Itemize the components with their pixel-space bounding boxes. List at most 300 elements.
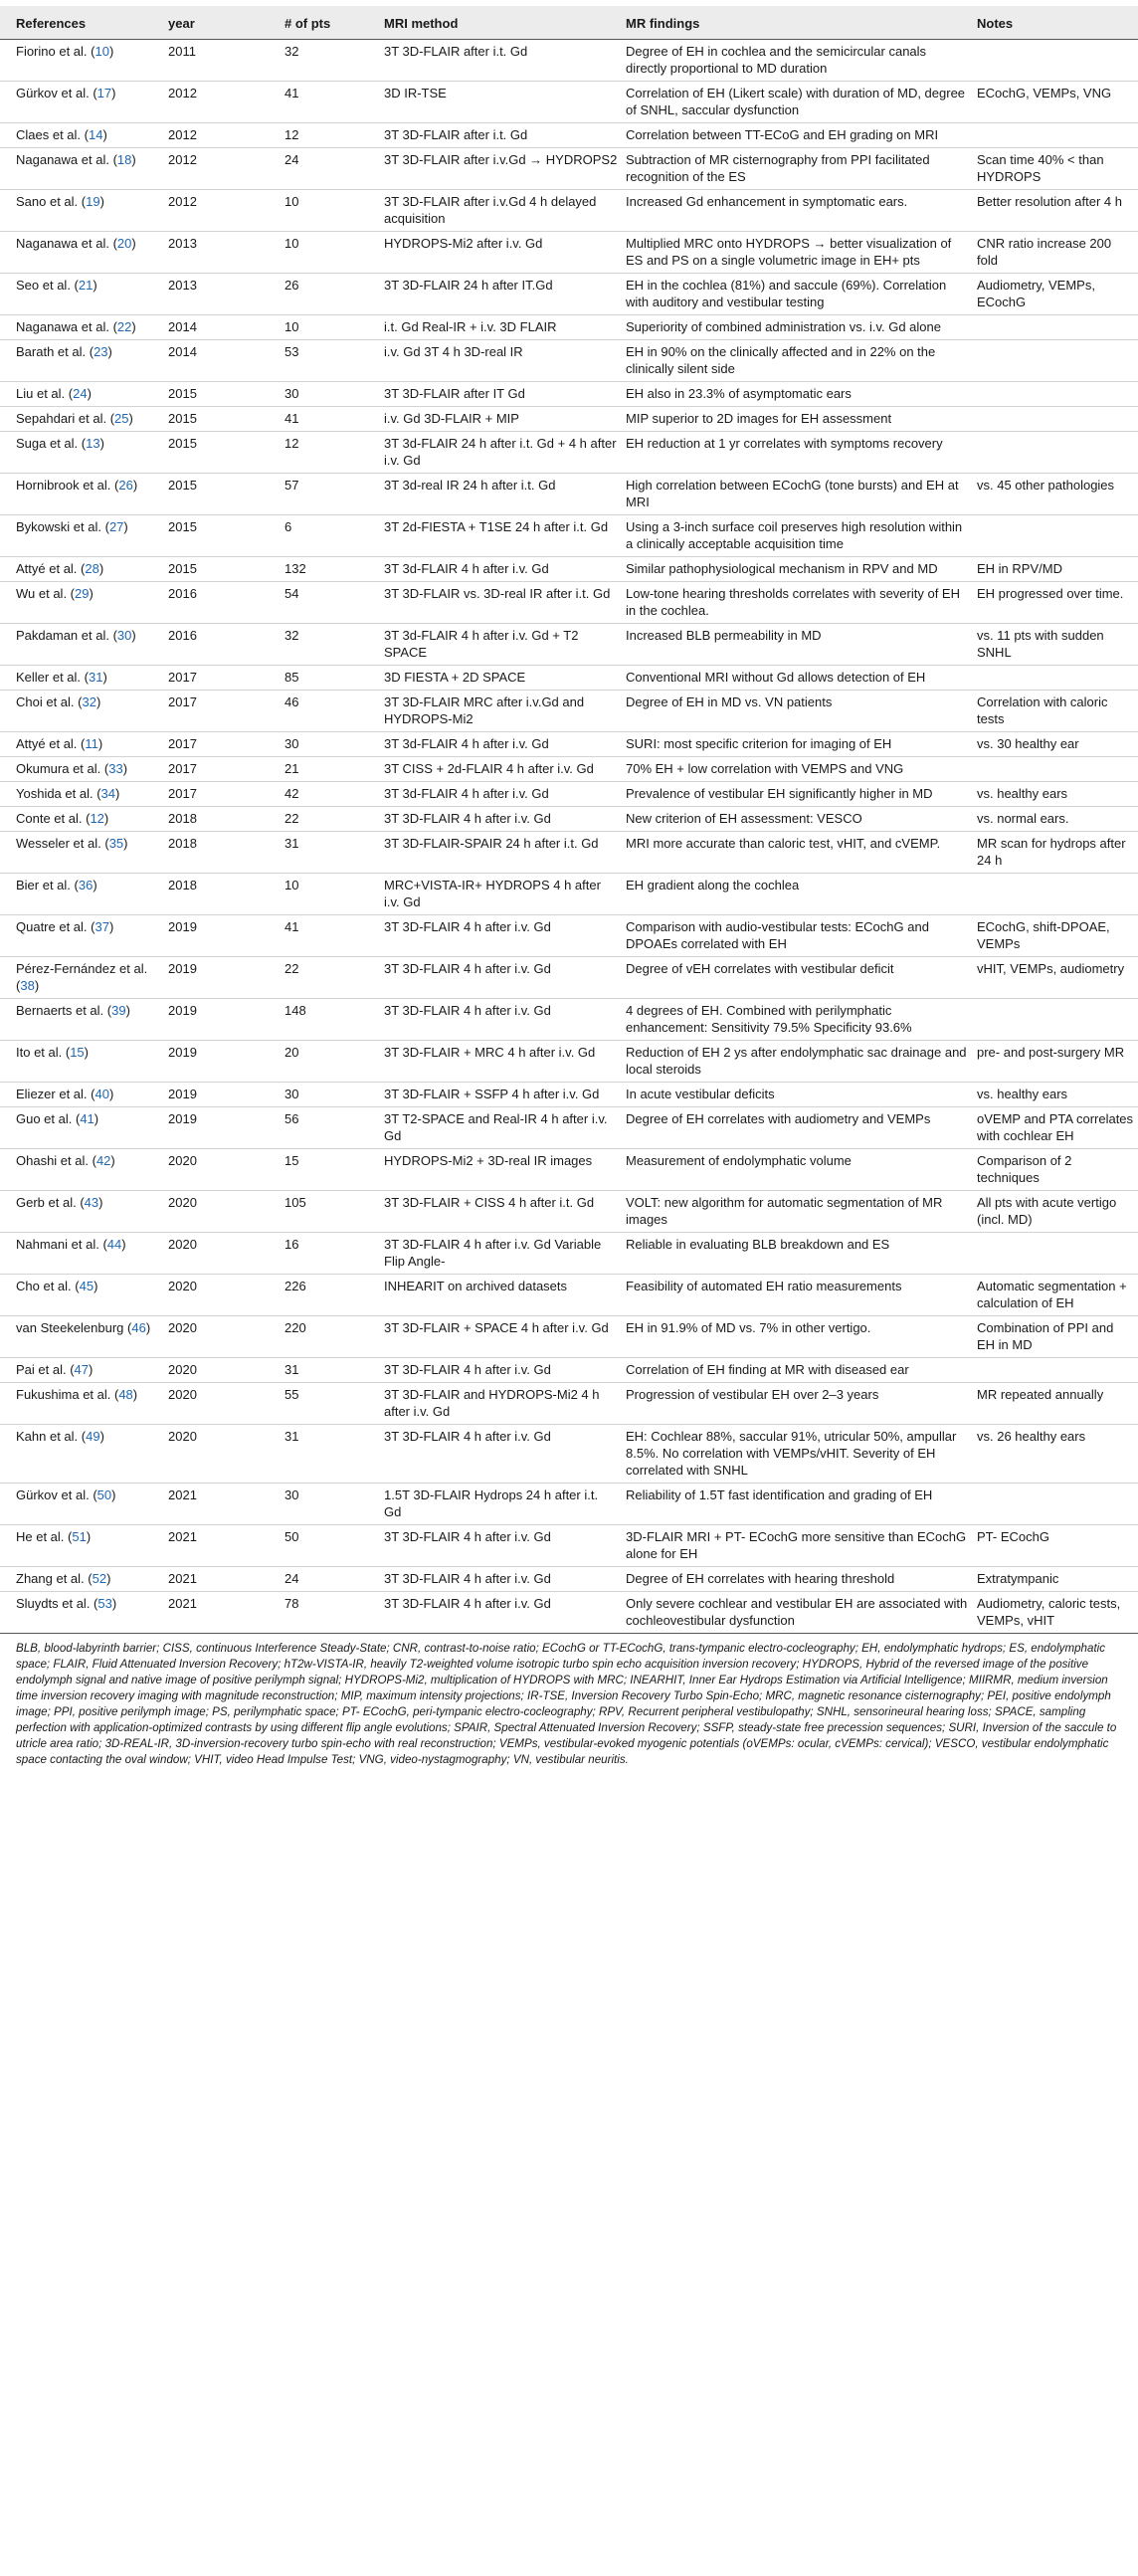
- table-row: [0, 832, 1138, 874]
- year-cell: 2016: [168, 628, 197, 643]
- notes-cell: ECochG, VEMPs, VNG: [977, 86, 1112, 100]
- notes-cell: Extratympanic: [977, 1571, 1059, 1586]
- notes-cell: [973, 123, 1138, 148]
- notes-cell: ECochG, shift-DPOAE, VEMPs: [977, 919, 1110, 951]
- patients-count-cell: 30: [284, 386, 299, 401]
- table-row: [0, 732, 1138, 757]
- reference-cell: Okumura et al. (33): [16, 761, 128, 776]
- reference-citation-link[interactable]: 23: [94, 344, 108, 359]
- reference-cell: He et al. (51): [16, 1529, 92, 1544]
- reference-citation-link[interactable]: 29: [75, 586, 90, 601]
- mri-method-cell: 3T 3D-FLAIR + MRC 4 h after i.v. Gd: [384, 1045, 596, 1060]
- reference-cell: Choi et al. (32): [16, 694, 101, 709]
- table-row: [0, 807, 1138, 832]
- patients-count-cell: 54: [284, 586, 299, 601]
- mri-method-cell: 3T 3D-FLAIR 4 h after i.v. Gd: [384, 1571, 551, 1586]
- patients-count-cell: 6: [284, 519, 292, 534]
- mri-method-cell: 3T 3D-FLAIR after i.t. Gd: [384, 127, 528, 142]
- mri-method-cell: 3T 3D-FLAIR 4 h after i.v. Gd: [384, 919, 551, 934]
- table-row: [0, 274, 1138, 315]
- table-row: [0, 315, 1138, 340]
- mr-findings-cell: 3D-FLAIR MRI + PT- ECochG more sensitive than ECochG alone for EH: [626, 1529, 967, 1561]
- reference-author: Barath et al.: [16, 344, 87, 359]
- patients-count-cell: 220: [284, 1320, 306, 1335]
- reference-author: Sluydts et al.: [16, 1596, 91, 1611]
- mr-findings-cell: Only severe cochlear and vestibular EH are associated with cochleovestibular dysfunction: [626, 1596, 968, 1628]
- reference-author: Gerb et al.: [16, 1195, 77, 1210]
- reference-citation-link[interactable]: 17: [96, 86, 112, 100]
- table-row: [0, 40, 1138, 82]
- reference-citation-link[interactable]: 28: [85, 561, 99, 576]
- table-row: [0, 957, 1138, 999]
- year-cell: 2015: [168, 436, 197, 451]
- year-cell: 2021: [168, 1487, 197, 1502]
- reference-citation-link[interactable]: 39: [111, 1003, 126, 1018]
- reference-citation-link[interactable]: 21: [78, 278, 94, 293]
- patients-count-cell: 30: [284, 1487, 299, 1502]
- year-cell: 2019: [168, 1087, 197, 1101]
- mr-findings-cell: Reliability of 1.5T fast identification and grading of EH: [626, 1487, 933, 1502]
- mri-method-cell: 3T 3d-FLAIR 4 h after i.v. Gd: [384, 736, 549, 751]
- year-cell: 2012: [168, 194, 197, 209]
- mr-findings-cell: Degree of vEH correlates with vestibular deficit: [626, 961, 894, 976]
- notes-cell: vs. healthy ears: [977, 786, 1068, 801]
- patients-count-cell: 20: [284, 1045, 299, 1060]
- reference-citation-link[interactable]: 26: [118, 478, 133, 493]
- patients-count-cell: 31: [284, 1362, 299, 1377]
- mri-method-cell: 3T 3D-FLAIR 4 h after i.v. Gd: [384, 1529, 551, 1544]
- mri-method-cell: 3T 3D-FLAIR 4 h after i.v. Gd: [384, 811, 551, 826]
- notes-cell: Automatic segmentation + calculation of EH: [977, 1279, 1127, 1310]
- mri-method-cell: 3T 3D-FLAIR 4 h after i.v. Gd: [384, 1362, 551, 1377]
- year-cell: 2020: [168, 1153, 197, 1168]
- mr-findings-cell: SURI: most specific criterion for imaging of EH: [626, 736, 892, 751]
- mr-findings-cell: Correlation between TT-ECoG and EH grading on MRI: [626, 127, 939, 142]
- table-row: [0, 407, 1138, 432]
- reference-cell: Wu et al. (29): [16, 586, 94, 601]
- reference-citation-link[interactable]: 48: [118, 1387, 133, 1402]
- year-cell: 2020: [168, 1195, 197, 1210]
- reference-author: Bykowski et al.: [16, 519, 101, 534]
- mri-method-cell: 3T 3d-FLAIR 4 h after i.v. Gd: [384, 786, 549, 801]
- mri-method-cell: 3T 3D-FLAIR after IT Gd: [384, 386, 525, 401]
- mr-findings-cell: Similar pathophysiological mechanism in RPV and MD: [626, 561, 938, 576]
- patients-count-cell: 32: [284, 628, 299, 643]
- reference-citation-link[interactable]: 47: [74, 1362, 90, 1377]
- table-row: [0, 1041, 1138, 1083]
- notes-cell: MR repeated annually: [977, 1387, 1104, 1402]
- notes-cell: pre- and post-surgery MR: [977, 1045, 1125, 1060]
- reference-citation-link[interactable]: 36: [78, 878, 94, 892]
- year-cell: 2015: [168, 519, 197, 534]
- notes-cell: [973, 407, 1138, 432]
- mr-findings-cell: Correlation of EH finding at MR with diseased ear: [626, 1362, 909, 1377]
- reference-citation-link[interactable]: 44: [106, 1237, 122, 1252]
- reference-citation-link[interactable]: 40: [95, 1087, 109, 1101]
- mr-findings-cell: MIP superior to 2D images for EH assessment: [626, 411, 892, 426]
- reference-citation-link[interactable]: 43: [84, 1195, 99, 1210]
- reference-author: Pai et al.: [16, 1362, 67, 1377]
- patients-count-cell: 16: [284, 1237, 299, 1252]
- reference-author: Conte et al.: [16, 811, 83, 826]
- notes-cell: vs. 11 pts with sudden SNHL: [977, 628, 1104, 660]
- mr-findings-cell: Feasibility of automated EH ratio measurements: [626, 1279, 902, 1293]
- reference-citation-link[interactable]: 41: [80, 1111, 95, 1126]
- notes-cell: [973, 315, 1138, 340]
- header-mri-method: MRI method: [380, 6, 622, 40]
- notes-cell: [973, 874, 1138, 915]
- mr-findings-cell: High correlation between ECochG (tone bursts) and EH at MRI: [626, 478, 959, 509]
- reference-author: Sano et al.: [16, 194, 79, 209]
- mri-method-cell: 3D FIESTA + 2D SPACE: [384, 670, 526, 685]
- mr-findings-cell: 4 degrees of EH. Combined with perilymphatic enhancement: Sensitivity 79.5% Specificity 93.6%: [626, 1003, 912, 1035]
- reference-author: Naganawa et al.: [16, 236, 109, 251]
- patients-count-cell: 26: [284, 278, 299, 293]
- patients-count-cell: 57: [284, 478, 299, 493]
- patients-count-cell: 85: [284, 670, 299, 685]
- year-cell: 2013: [168, 278, 197, 293]
- patients-count-cell: 32: [284, 44, 299, 59]
- reference-author: Sepahdari et al.: [16, 411, 107, 426]
- reference-cell: Sepahdari et al. (25): [16, 411, 133, 426]
- reference-author: Naganawa et al.: [16, 319, 109, 334]
- table-row: [0, 757, 1138, 782]
- notes-cell: EH progressed over time.: [977, 586, 1124, 601]
- mri-method-cell: i.v. Gd 3D-FLAIR + MIP: [384, 411, 519, 426]
- mr-findings-cell: Degree of EH correlates with audiometry and VEMPs: [626, 1111, 931, 1126]
- reference-author: Hornibrook et al.: [16, 478, 111, 493]
- table-row: [0, 1191, 1138, 1233]
- patients-count-cell: 105: [284, 1195, 306, 1210]
- table-row: [0, 1383, 1138, 1425]
- mr-findings-cell: Conventional MRI without Gd allows detection of EH: [626, 670, 926, 685]
- reference-citation-link[interactable]: 45: [79, 1279, 95, 1293]
- reference-citation-link[interactable]: 37: [95, 919, 109, 934]
- table-row: [0, 432, 1138, 474]
- patients-count-cell: 24: [284, 152, 299, 167]
- reference-author: Fukushima et al.: [16, 1387, 111, 1402]
- patients-count-cell: 31: [284, 836, 299, 851]
- reference-cell: van Steekelenburg (46): [16, 1320, 151, 1335]
- patients-count-cell: 22: [284, 961, 299, 976]
- mri-method-cell: HYDROPS-Mi2 after i.v. Gd: [384, 236, 543, 251]
- patients-count-cell: 22: [284, 811, 299, 826]
- table-row: [0, 382, 1138, 407]
- reference-citation-link[interactable]: 33: [108, 761, 123, 776]
- year-cell: 2017: [168, 761, 197, 776]
- patients-count-cell: 15: [284, 1153, 299, 1168]
- patients-count-cell: 46: [284, 694, 299, 709]
- table-row: [0, 190, 1138, 232]
- header-pts: # of pts: [281, 6, 380, 40]
- reference-citation-link[interactable]: 19: [86, 194, 100, 209]
- mr-findings-cell: Comparison with audio-vestibular tests: ECochG and DPOAEs correlated with EH: [626, 919, 929, 951]
- mri-method-cell: 3T 3D-FLAIR 4 h after i.v. Gd Variable Flip Angle-: [384, 1237, 602, 1269]
- table-row: [0, 624, 1138, 666]
- year-cell: 2015: [168, 411, 197, 426]
- mri-method-cell: 3T CISS + 2d-FLAIR 4 h after i.v. Gd: [384, 761, 594, 776]
- table-body: [0, 40, 1138, 1634]
- reference-author: Quatre et al.: [16, 919, 88, 934]
- reference-cell: Claes et al. (14): [16, 127, 107, 142]
- mr-findings-cell: Progression of vestibular EH over 2–3 years: [626, 1387, 879, 1402]
- notes-cell: Scan time 40% < than HYDROPS: [977, 152, 1104, 184]
- header-year: year: [164, 6, 281, 40]
- year-cell: 2020: [168, 1237, 197, 1252]
- table-row: [0, 691, 1138, 732]
- reference-citation-link[interactable]: 31: [89, 670, 103, 685]
- patients-count-cell: 24: [284, 1571, 299, 1586]
- mr-findings-cell: EH in the cochlea (81%) and saccule (69%). Correlation with auditory and vestibular testing: [626, 278, 947, 309]
- reference-citation-link[interactable]: 49: [86, 1429, 100, 1444]
- notes-cell: [973, 432, 1138, 474]
- reference-citation-link[interactable]: 38: [20, 978, 35, 993]
- reference-citation-link[interactable]: 30: [116, 628, 132, 643]
- reference-citation-link[interactable]: 32: [82, 694, 96, 709]
- reference-citation-link[interactable]: 51: [72, 1529, 87, 1544]
- mr-findings-cell: EH reduction at 1 yr correlates with symptoms recovery: [626, 436, 943, 451]
- table-row: [0, 874, 1138, 915]
- mr-findings-cell: MRI more accurate than caloric test, vHIT, and cVEMP.: [626, 836, 941, 851]
- reference-cell: Sluydts et al. (53): [16, 1596, 117, 1611]
- table-row: [0, 1149, 1138, 1191]
- year-cell: 2016: [168, 586, 197, 601]
- notes-cell: vs. 26 healthy ears: [977, 1429, 1086, 1444]
- patients-count-cell: 41: [284, 86, 299, 100]
- reference-author: Attyé et al.: [16, 736, 78, 751]
- reference-author: Kahn et al.: [16, 1429, 79, 1444]
- notes-cell: [973, 340, 1138, 382]
- notes-cell: Better resolution after 4 h: [977, 194, 1122, 209]
- year-cell: 2017: [168, 736, 197, 751]
- reference-citation-link[interactable]: 52: [92, 1571, 107, 1586]
- reference-author: Ohashi et al.: [16, 1153, 89, 1168]
- reference-cell: Guo et al. (41): [16, 1111, 99, 1126]
- year-cell: 2019: [168, 961, 197, 976]
- reference-author: Nahmani et al.: [16, 1237, 99, 1252]
- mr-findings-cell: Using a 3-inch surface coil preserves high resolution within a clinically acceptable acquisition time: [626, 519, 963, 551]
- mr-findings-cell: 70% EH + low correlation with VEMPS and VNG: [626, 761, 904, 776]
- table-row: [0, 666, 1138, 691]
- mri-method-cell: 3T 3D-FLAIR after i.t. Gd: [384, 44, 528, 59]
- mri-method-cell: 3T 3D-FLAIR 4 h after i.v. Gd: [384, 1429, 551, 1444]
- mr-findings-cell: Degree of EH correlates with hearing threshold: [626, 1571, 895, 1586]
- reference-citation-link[interactable]: 46: [131, 1320, 146, 1335]
- reference-cell: Eliezer et al. (40): [16, 1087, 114, 1101]
- header-references: References: [0, 6, 164, 40]
- patients-count-cell: 10: [284, 236, 299, 251]
- mri-method-cell: 3T 3D-FLAIR 24 h after IT.Gd: [384, 278, 553, 293]
- table-row: [0, 515, 1138, 557]
- reference-cell: Pai et al. (47): [16, 1362, 94, 1377]
- notes-cell: oVEMP and PTA correlates with cochlear EH: [977, 1111, 1134, 1143]
- reference-citation-link[interactable]: 42: [95, 1153, 111, 1168]
- mr-findings-cell: Degree of EH in MD vs. VN patients: [626, 694, 833, 709]
- reference-author: Claes et al.: [16, 127, 82, 142]
- reference-citation-link[interactable]: 20: [116, 236, 132, 251]
- mr-findings-cell: Degree of EH in cochlea and the semicircular canals directly proportional to MD duration: [626, 44, 927, 76]
- mri-method-cell: 3T 3D-FLAIR after i.v.Gd → HYDROPS2: [384, 152, 618, 167]
- reference-citation-link[interactable]: 50: [96, 1487, 112, 1502]
- references-table: [0, 6, 1138, 1634]
- year-cell: 2018: [168, 836, 197, 851]
- reference-author: Gürkov et al.: [16, 1487, 90, 1502]
- notes-cell: Audiometry, VEMPs, ECochG: [977, 278, 1095, 309]
- reference-cell: Zhang et al. (52): [16, 1571, 111, 1586]
- reference-citation-link[interactable]: 25: [114, 411, 129, 426]
- reference-cell: Quatre et al. (37): [16, 919, 114, 934]
- reference-citation-link[interactable]: 14: [89, 127, 103, 142]
- reference-cell: Ohashi et al. (42): [16, 1153, 115, 1168]
- reference-citation-link[interactable]: 12: [90, 811, 104, 826]
- mri-method-cell: HYDROPS-Mi2 + 3D-real IR images: [384, 1153, 593, 1168]
- table-row: [0, 1592, 1138, 1634]
- year-cell: 2019: [168, 1003, 197, 1018]
- patients-count-cell: 10: [284, 194, 299, 209]
- reference-cell: Conte et al. (12): [16, 811, 109, 826]
- patients-count-cell: 12: [284, 436, 299, 451]
- reference-cell: Naganawa et al. (20): [16, 236, 136, 251]
- year-cell: 2020: [168, 1387, 197, 1402]
- notes-cell: vs. normal ears.: [977, 811, 1069, 826]
- mri-method-cell: 3T 3D-FLAIR MRC after i.v.Gd and HYDROPS-Mi2: [384, 694, 585, 726]
- mri-method-cell: 3T T2-SPACE and Real-IR 4 h after i.v. Gd: [384, 1111, 608, 1143]
- table-footnote: BLB, blood-labyrinth barrier; CISS, continuous Interference Steady-State; CNR, contrast-to-noise ratio; ECochG or TT-ECochG, trans-tympanic electro-cocleography; EH, endolymphatic hydrops; ES, endolymphatic space; FLAIR, Fluid Attenuated Inversion Recovery; hT2w-VISTA-IR, heavily T2-weighted volume isotropic turbo spin echo acquisition inversion recovery; HYDROPS, Hybrid of the reversed image of the positive endolymph signal and native image of positive perilymph signal; HYDROPS-Mi2, multiplication of HYDROPS with MRC; INEARHIT, Inner Ear Hydrops Estimation via Artificial Intelligence; MIIRMR, medium inversion time inversion recovery imaging with magnitude reconstruction; MIP, maximum intensity projections; IR-TSE, Inversion Recovery Turbo Spin-Echo; MRC, magnetic resonance cisternography; PEI, positive endolymph image; PPI, positive perilymph image; PS, perilymphatic space; PT- ECochG, peri-tympanic electro-cocleography; RPV, Recurrent peripheral vestibulopathy; SNHL, sensorineural hearing loss; SPACE, sampling perfection with application-optimized contrasts by using different flip angle evolutions; SPAIR, Spectral Attenuated Inversion Recovery; SSFP, steady-state free precession sequences; SURI, Inversion of the saccule to utricle area ratio; 3D-REAL-IR, 3D-inversion-recovery turbo spin-echo with real reconstruction; VEMPs, vestibular-evoked myogenic potentials (oVEMPs: ocular, cVEMPs: cervical); VESCO, vestibular endolymphatic space contacting the oval window; VHIT, video Head Impulse Test; VNG, video-nystagmography; VN, vestibular neuritis.: [16, 1642, 1117, 1766]
- patients-count-cell: 10: [284, 878, 299, 892]
- table-row: [0, 1233, 1138, 1275]
- mr-findings-cell: Multiplied MRC onto HYDROPS → better visualization of ES and PS on a single volumetric image in EH+ pts: [626, 236, 952, 268]
- year-cell: 2015: [168, 478, 197, 493]
- reference-cell: Fukushima et al. (48): [16, 1387, 138, 1402]
- reference-citation-link[interactable]: 34: [100, 786, 116, 801]
- table-row: [0, 148, 1138, 190]
- notes-cell: Comparison of 2 techniques: [977, 1153, 1072, 1185]
- year-cell: 2020: [168, 1362, 197, 1377]
- reference-citation-link[interactable]: 27: [108, 519, 124, 534]
- year-cell: 2012: [168, 86, 197, 100]
- mr-findings-cell: Subtraction of MR cisternography from PPI facilitated recognition of the ES: [626, 152, 930, 184]
- patients-count-cell: 41: [284, 411, 299, 426]
- reference-citation-link[interactable]: 13: [86, 436, 100, 451]
- reference-citation-link[interactable]: 15: [70, 1045, 85, 1060]
- reference-author: Ito et al.: [16, 1045, 63, 1060]
- reference-cell: Naganawa et al. (22): [16, 319, 136, 334]
- reference-citation-link[interactable]: 18: [116, 152, 132, 167]
- patients-count-cell: 31: [284, 1429, 299, 1444]
- mr-findings-cell: In acute vestibular deficits: [626, 1087, 775, 1101]
- table-row: [0, 557, 1138, 582]
- year-cell: 2020: [168, 1320, 197, 1335]
- mr-findings-cell: EH in 90% on the clinically affected and in 22% on the clinically silent side: [626, 344, 936, 376]
- patients-count-cell: 50: [284, 1529, 299, 1544]
- reference-citation-link[interactable]: 10: [95, 44, 109, 59]
- mri-method-cell: 3T 2d-FIESTA + T1SE 24 h after i.t. Gd: [384, 519, 609, 534]
- mr-findings-cell: Superiority of combined administration vs. i.v. Gd alone: [626, 319, 941, 334]
- mr-findings-cell: Reduction of EH 2 ys after endolymphatic sac drainage and local steroids: [626, 1045, 967, 1077]
- mri-method-cell: MRC+VISTA-IR+ HYDROPS 4 h after i.v. Gd: [384, 878, 601, 909]
- reference-cell: Liu et al. (24): [16, 386, 92, 401]
- mr-findings-cell: Increased BLB permeability in MD: [626, 628, 822, 643]
- reference-cell: Gürkov et al. (50): [16, 1487, 116, 1502]
- mri-method-cell: 3T 3D-FLAIR 4 h after i.v. Gd: [384, 1003, 551, 1018]
- reference-author: Keller et al.: [16, 670, 82, 685]
- table-row: [0, 340, 1138, 382]
- year-cell: 2020: [168, 1429, 197, 1444]
- year-cell: 2018: [168, 811, 197, 826]
- reference-cell: Barath et al. (23): [16, 344, 112, 359]
- year-cell: 2011: [168, 44, 196, 59]
- notes-cell: vs. 45 other pathologies: [977, 478, 1115, 493]
- patients-count-cell: 148: [284, 1003, 306, 1018]
- reference-citation-link[interactable]: 22: [116, 319, 132, 334]
- year-cell: 2013: [168, 236, 197, 251]
- notes-cell: [973, 1358, 1138, 1383]
- reference-cell: Yoshida et al. (34): [16, 786, 120, 801]
- mr-findings-cell: Measurement of endolymphatic volume: [626, 1153, 852, 1168]
- table-row: [0, 999, 1138, 1041]
- mr-findings-cell: EH gradient along the cochlea: [626, 878, 800, 892]
- notes-cell: All pts with acute vertigo (incl. MD): [977, 1195, 1117, 1227]
- reference-cell: Bykowski et al. (27): [16, 519, 128, 534]
- reference-author: Okumura et al.: [16, 761, 101, 776]
- reference-citation-link[interactable]: 53: [97, 1596, 112, 1611]
- table-row: [0, 1567, 1138, 1592]
- mri-method-cell: 3T 3D-FLAIR after i.v.Gd 4 h delayed acquisition: [384, 194, 597, 226]
- reference-cell: Kahn et al. (49): [16, 1429, 104, 1444]
- reference-cell: Attyé et al. (28): [16, 561, 104, 576]
- reference-author: Cho et al.: [16, 1279, 72, 1293]
- patients-count-cell: 132: [284, 561, 306, 576]
- reference-cell: Bier et al. (36): [16, 878, 97, 892]
- mr-findings-cell: VOLT: new algorithm for automatic segmentation of MR images: [626, 1195, 943, 1227]
- reference-cell: Cho et al. (45): [16, 1279, 98, 1293]
- reference-cell: Ito et al. (15): [16, 1045, 90, 1060]
- patients-count-cell: 53: [284, 344, 299, 359]
- mr-findings-cell: Correlation of EH (Likert scale) with duration of MD, degree of SNHL, saccular dysfunction: [626, 86, 966, 117]
- reference-author: Pakdaman et al.: [16, 628, 109, 643]
- table-row: [0, 232, 1138, 274]
- notes-cell: [973, 666, 1138, 691]
- mri-method-cell: 3T 3d-FLAIR 4 h after i.v. Gd + T2 SPACE: [384, 628, 579, 660]
- reference-author: Wu et al.: [16, 586, 68, 601]
- table-row: [0, 582, 1138, 624]
- table-row: [0, 1316, 1138, 1358]
- reference-author: Seo et al.: [16, 278, 71, 293]
- mri-method-cell: 3D IR-TSE: [384, 86, 447, 100]
- notes-cell: Combination of PPI and EH in MD: [977, 1320, 1114, 1352]
- mr-findings-cell: Prevalence of vestibular EH significantly higher in MD: [626, 786, 933, 801]
- patients-count-cell: 56: [284, 1111, 299, 1126]
- mri-method-cell: i.v. Gd 3T 4 h 3D-real IR: [384, 344, 523, 359]
- year-cell: 2014: [168, 319, 197, 334]
- year-cell: 2017: [168, 694, 197, 709]
- reference-citation-link[interactable]: 11: [85, 736, 98, 751]
- reference-cell: Pérez-Fernández et al. (38): [16, 961, 148, 993]
- table-row: [0, 123, 1138, 148]
- reference-citation-link[interactable]: 35: [108, 836, 124, 851]
- notes-cell: vs. 30 healthy ear: [977, 736, 1079, 751]
- reference-citation-link[interactable]: 24: [73, 386, 88, 401]
- notes-cell: [973, 757, 1138, 782]
- reference-author: He et al.: [16, 1529, 65, 1544]
- reference-author: Choi et al.: [16, 694, 75, 709]
- patients-count-cell: 30: [284, 736, 299, 751]
- notes-cell: [973, 1484, 1138, 1525]
- mri-method-cell: 3T 3d-FLAIR 24 h after i.t. Gd + 4 h after i.v. Gd: [384, 436, 617, 468]
- reference-cell: Pakdaman et al. (30): [16, 628, 136, 643]
- year-cell: 2015: [168, 386, 197, 401]
- table-row: [0, 782, 1138, 807]
